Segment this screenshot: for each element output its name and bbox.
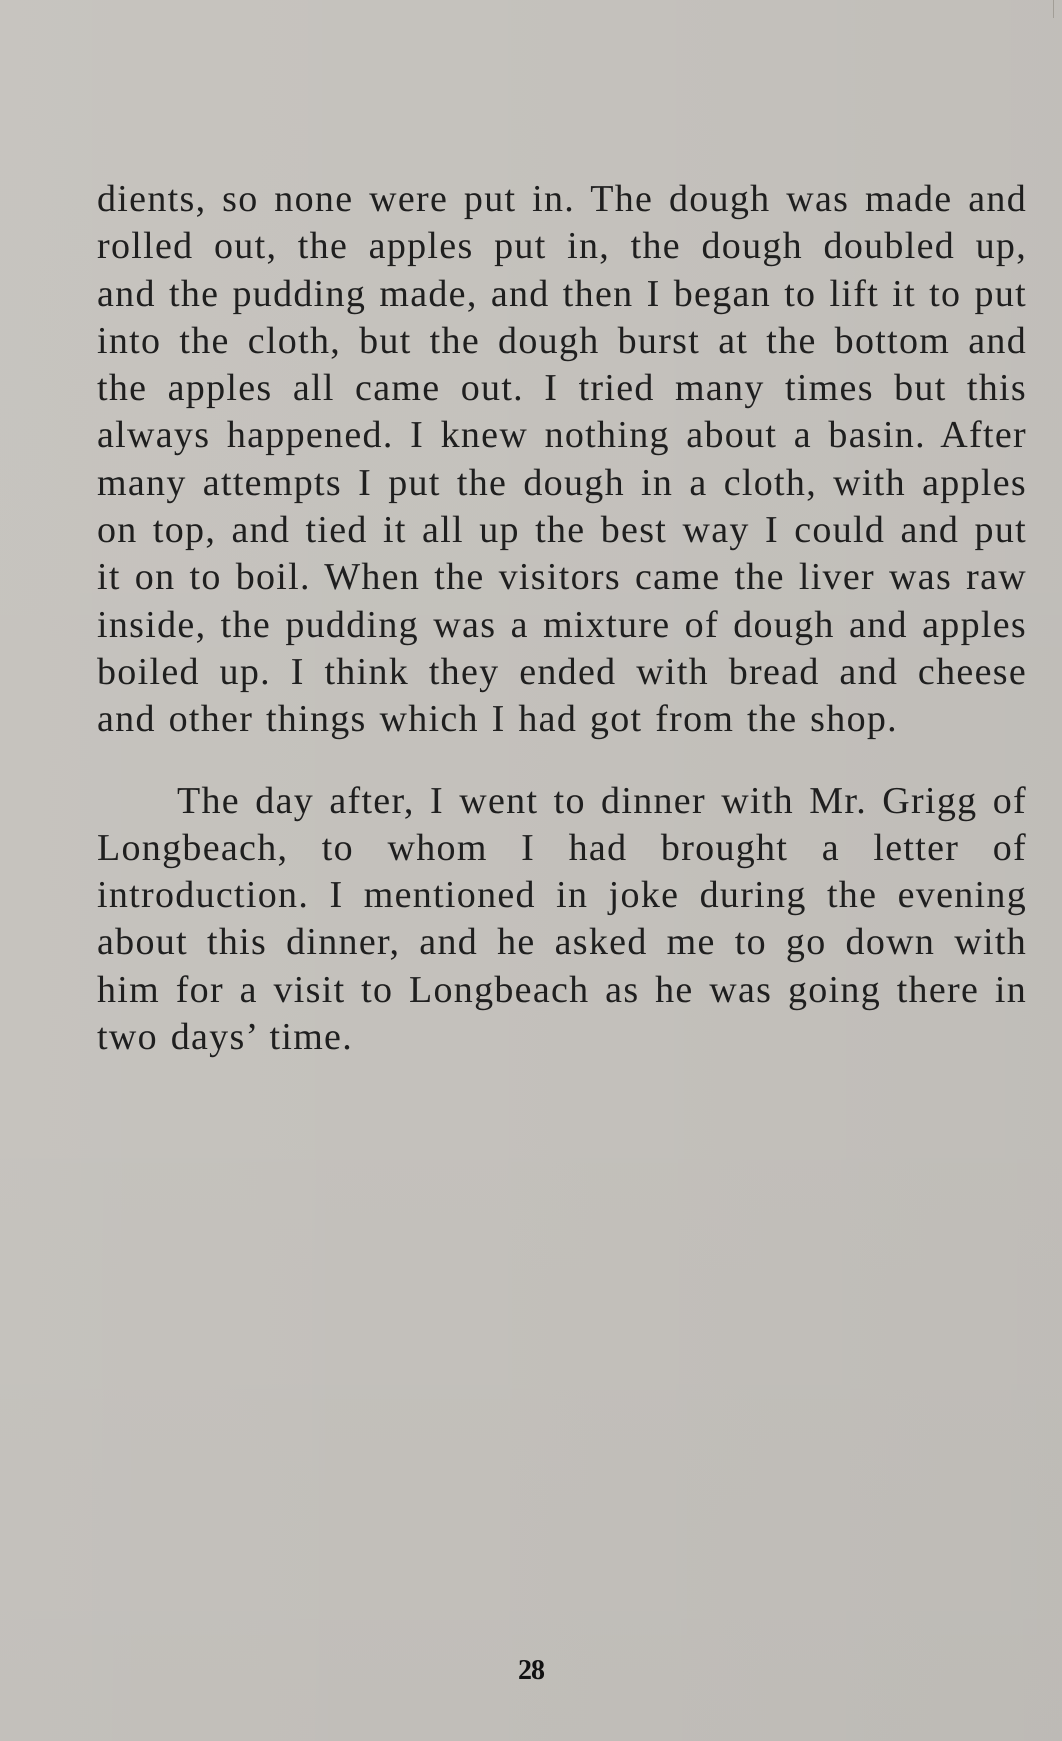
- page-edge-mark: [1053, 0, 1054, 18]
- page-text: [97, 176, 1027, 1061]
- paragraph-2: The day after, I went to dinner with Mr. Grigg of Longbeach, to whom I had brought a letter of introduction. I mentioned in joke during the evening about this dinner, and he asked me to go down with him for a visit to Longbeach as he was going there in two days’ time.: [97, 779, 1027, 1059]
- paragraph-1: dients, so none were put in. The dough was made and rolled out, the apples put in, the dough doubled up, and the pudding made, and then I began to lift it to put into the cloth, but the dough burst at the bottom and the apples all came out. I tried many times but this always happened. I knew nothing about a basin. After many attempts I put the dough in a cloth, with apples on top, and tied it all up the best way I could and put it on to boil. When the visitors came the liver was raw inside, the pudding was a mixture of dough and apples boiled up. I think they ended with bread and cheese and other things which I had got from the shop.: [97, 178, 1027, 741]
- page-number: 28: [518, 1655, 544, 1686]
